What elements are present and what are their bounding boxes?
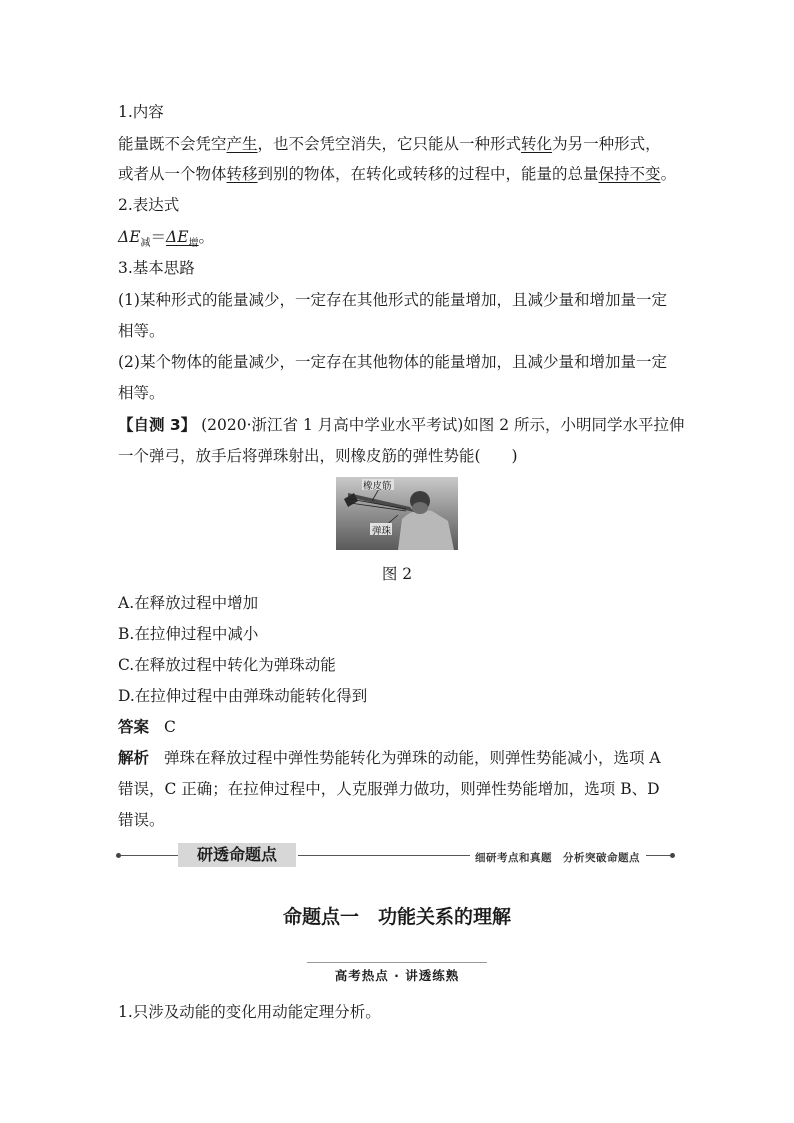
analysis-line: 错误，C 正确；在拉伸过程中，人克服弹力做功，则弹性势能增加，选项 B、D — [118, 780, 660, 798]
paragraph-line: 相等。 — [118, 384, 165, 402]
topic-subheading: 高考热点 · 讲透练熟 — [334, 968, 460, 983]
subscript: 增 — [188, 238, 199, 249]
answer-value: C — [163, 718, 176, 736]
banner-rule-left — [121, 855, 181, 856]
text-span: 或者从一个物体 — [118, 165, 227, 183]
underlined-term: 保持不变 — [598, 165, 661, 183]
figure-caption: 图 2 — [381, 565, 413, 583]
text-span: 能量既不会凭空 — [118, 135, 227, 153]
heading-expression: 2.表达式 — [118, 196, 180, 214]
underlined-term: 转化 — [521, 135, 553, 153]
section-banner-tagline: 细研考点和真题 分析突破命题点 — [475, 852, 640, 864]
figure-label-band: 橡皮筋 — [363, 481, 392, 492]
option-b: B.在拉伸过程中减小 — [118, 625, 259, 643]
heading-content: 1.内容 — [118, 103, 164, 121]
equals-sign: ＝ — [150, 228, 167, 246]
banner-dot — [670, 853, 675, 858]
paragraph-line: 相等。 — [118, 322, 165, 340]
paragraph-line: 1.只涉及动能的变化用动能定理分析。 — [118, 1003, 381, 1021]
delta-e-symbol: ΔE — [166, 228, 189, 246]
analysis-line: 错误。 — [118, 811, 165, 829]
option-d: D.在拉伸过程中由弹珠动能转化得到 — [118, 687, 368, 705]
answer-line — [118, 716, 176, 738]
banner-rule-right — [646, 855, 670, 856]
slingshot-photo — [336, 477, 458, 550]
question-line: 一个弹弓，放手后将弹珠射出，则橡皮筋的弹性势能( ) — [118, 447, 518, 465]
subscript: 减 — [140, 238, 151, 249]
text-span: ，也不会凭空消失，它只能从一种形式 — [257, 135, 522, 153]
analysis-label: 解析 — [118, 749, 150, 767]
text-span: (2020·浙江省 1 月高中学业水平考试)如图 2 所示，小明同学水平拉伸 — [201, 416, 685, 434]
energy-expression — [118, 226, 214, 255]
paragraph-line — [118, 133, 661, 155]
underlined-term — [166, 228, 199, 249]
underlined-term: 转移 — [226, 165, 258, 183]
figure-label-ball: 弹珠 — [372, 526, 392, 537]
heading-approach: 3.基本思路 — [118, 259, 195, 277]
banner-rule-mid — [298, 855, 470, 856]
option-a: A.在释放过程中增加 — [118, 594, 259, 612]
paragraph-line: (2)某个物体的能量减少，一定存在其他物体的能量增加，且减少量和增加量一定 — [118, 353, 667, 371]
option-c: C.在释放过程中转化为弹珠动能 — [118, 656, 336, 674]
topic-heading: 命题点一 功能关系的理解 — [282, 906, 511, 928]
underlined-term: 产生 — [226, 135, 258, 153]
answer-label: 答案 — [118, 718, 150, 736]
text-span: 。 — [198, 228, 215, 246]
paragraph-line — [118, 163, 676, 185]
analysis-line — [118, 747, 661, 769]
section-banner-title: 研透命题点 — [178, 843, 296, 867]
text-span: 到别的物体，在转化或转移的过程中，能量的总量 — [257, 165, 599, 183]
text-span: 为另一种形式， — [552, 135, 661, 153]
paragraph-line: (1)某种形式的能量减少，一定存在其他形式的能量增加，且减少量和增加量一定 — [118, 291, 667, 309]
text-span: 弹珠在释放过程中弹性势能转化为弹珠的动能，则弹性势能减小，选项 A — [163, 749, 661, 767]
question-line — [118, 414, 685, 436]
subheading-rule — [307, 962, 487, 963]
text-span: 。 — [660, 165, 677, 183]
question-tag: 【自测 3】 — [118, 416, 197, 434]
delta-e-symbol: ΔE — [118, 228, 141, 246]
